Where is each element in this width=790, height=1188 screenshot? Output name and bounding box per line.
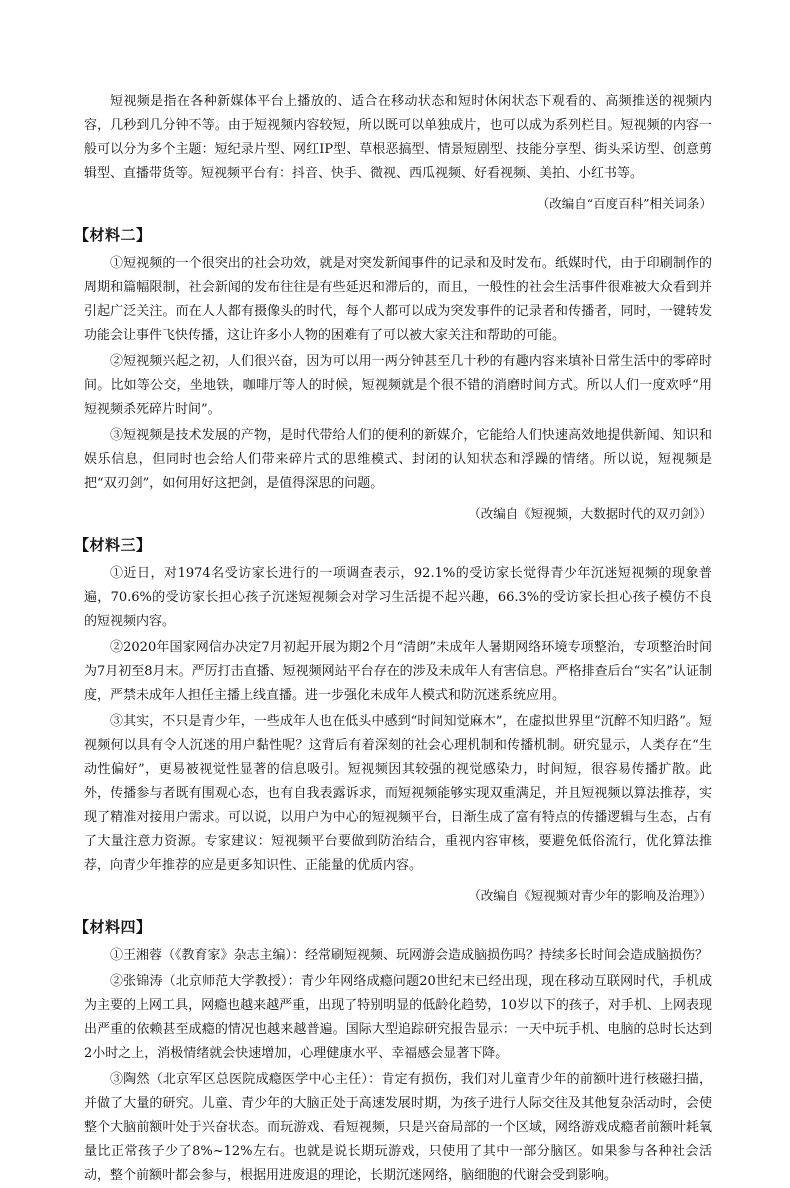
- material4-section: [74, 914, 712, 1188]
- material3-section: [74, 532, 712, 908]
- material3-heading: 【材料三】: [74, 536, 152, 554]
- material2-paragraph: ②短视频兴起之初，人们很兴奋，因为可以用一两分钟甚至几十秒的有趣内容来填补日常生活中的零碎时间。比如等公交，坐地铁，咖啡厅等人的时候，短视频就是个很不错的消磨时间方式。所以人们一度欢呼“用短视频杀死碎片时间”。: [84, 354, 712, 417]
- intro-paragraph: 短视频是指在各种新媒体平台上播放的、适合在移动状态和短时休闲状态下观看的、高频推送的视频内容，几秒到几分钟不等。由于短视频内容较短，所以既可以单独成片，也可以成为系列栏目。短视频的内容一般可以分为多个主题：短纪录片型、网红IP型、草根恶搞型、情景短剧型、技能分享型、街头采访型、创意剪辑型、直播带货等。短视频平台有：抖音、快手、微视、西瓜视频、好看视频、美拍、小红书等。: [84, 94, 712, 181]
- material3-paragraph: ③其实，不只是青少年，一些成年人也在低头中感到“时间知觉麻木”，在虚拟世界里“沉醉不知归路”。短视频何以具有令人沉迷的用户黏性呢？这背后有着深刻的社会心理机制和传播机制。研究显示，人类存在“生动性偏好”，更易被视觉性显著的信息吸引。短视频因其较强的视觉感染力，时间短，很容易传播扩散。此外，传播参与者既有围观心态，也有自我表露诉求，而短视频能够实现双重满足，并且短视频以算法推荐，实现了精准对接用户需求。可以说，以用户为中心的短视频平台，日渐生成了富有特点的传播逻辑与生态，占有了大量注意力资源。专家建议：短视频平台要做到防治结合，重视内容审核，要避免低俗流行，优化算法推荐，向青少年推荐的应是更多知识性、正能量的优质内容。: [84, 714, 712, 873]
- material4-paragraph: ②张锦涛（北京师范大学教授）：青少年网络成瘾问题20世纪末已经出现，现在移动互联网时代，手机成为主要的上网工具，网瘾也越来越严重，出现了特别明显的低龄化趋势，10岁以下的孩子，对手机、上网表现出严重的依赖甚至成瘾的情况也越来越普遍。国际大型追踪研究报告显示：一天中玩手机、电脑的总时长达到2小时之上，消极情绪就会快速增加，心理健康水平、幸福感会显著下降。: [84, 974, 712, 1061]
- material4-paragraph: ③陶然（北京军区总医院成瘾医学中心主任）：肯定有损伤，我们对儿童青少年的前额叶进行核磁扫描，并做了大量的研究。儿童、青少年的大脑正处于高速发展时期，为孩子进行人际交往及其他复杂活动时，会使整个大脑前额叶处于兴奋状态。而玩游戏、看短视频，只是兴奋局部的一个区域，网络游戏成瘾者前额叶耗氧量比正常孩子少了8%~12%左右。也就是说长期玩游戏，只使用了其中一部分脑区。如果参与各种社会活动，整个前额叶都会参与，根据用进废退的理论，长期沉迷网络，脑细胞的代谢会受到影响。: [84, 1072, 712, 1183]
- material2-source: （改编自《短视频，大数据时代的双刃剑》）: [468, 506, 712, 521]
- intro-source: （改编自“百度百科”相关词条）: [536, 196, 712, 211]
- intro-section: [84, 90, 712, 216]
- material3-paragraph: ①近日，对1974名受访家长进行的一项调查表示，92.1%的受访家长觉得青少年沉迷短视频的现象普遍，70.6%的受访家长担心孩子沉迷短视频会对学习生活提不起兴趣，66.3%的受访家长担心孩子模仿不良的短视频内容。: [84, 566, 712, 629]
- material2-paragraph: ①短视频的一个很突出的社会功效，就是对突发新闻事件的记录和及时发布。纸媒时代，由于印刷制作的周期和篇幅限制，社会新闻的发布往往是有些延迟和滞后的，而且，一般性的社会生活事件很难被大众看到并引起广泛关注。而在人人都有摄像头的时代，每个人都可以成为突发事件的记录者和传播者，同时，一键转发功能会让事件飞快传播，这让许多小人物的困难有了可以被大家关注和帮助的可能。: [84, 256, 712, 343]
- material2-paragraph: ③短视频是技术发展的产物，是时代带给人们的便利的新媒介，它能给人们快速高效地提供新闻、知识和娱乐信息，但同时也会给人们带来碎片式的思维模式、封闭的认知状态和浮躁的情绪。所以说，短视频是把“双刃剑”，如何用好这把剑，是值得深思的问题。: [84, 428, 712, 491]
- material3-paragraph: ②2020年国家网信办决定7月初起开展为期2个月“清朗”未成年人暑期网络环境专项整治，专项整治时间为7月初至8月末。严厉打击直播、短视频网站平台存在的涉及未成年人有害信息。严格排查后台“实名”认证制度，严禁未成年人担任主播上线直播。进一步强化未成年人模式和防沉迷系统应用。: [84, 640, 712, 703]
- material2-section: [74, 222, 712, 526]
- material3-source: （改编自《短视频对青少年的影响及治理》）: [468, 888, 712, 903]
- material4-heading: 【材料四】: [74, 918, 152, 936]
- material2-heading: 【材料二】: [74, 226, 152, 244]
- material4-paragraph: ①王湘蓉（《教育家》杂志主编）：经常刷短视频、玩网游会造成脑损伤吗？持续多长时间会造成脑损伤？: [110, 948, 709, 963]
